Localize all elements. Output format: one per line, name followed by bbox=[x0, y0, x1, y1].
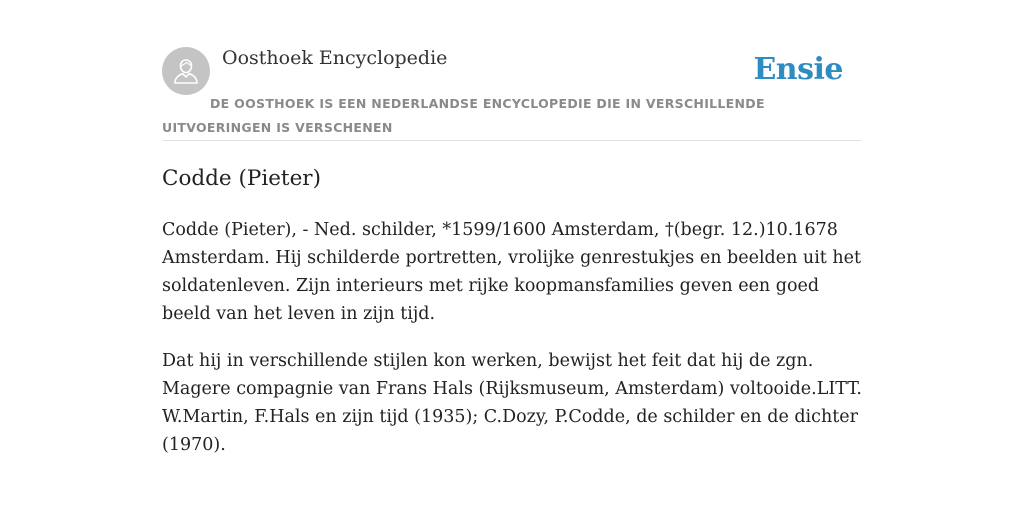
site-name[interactable]: Oosthoek Encyclopedie bbox=[222, 47, 448, 69]
ensie-logo[interactable]: Ensie bbox=[753, 52, 843, 87]
site-header bbox=[162, 46, 862, 141]
article-paragraph: Codde (Pieter), - Ned. schilder, *1599/1600 Amsterdam, †(begr. 12.)10.1678 Amsterdam. Hij schilderde portretten, vrolijke genrestukjes en beelden uit het soldatenleven. Zijn interieurs met rijke koopmansfamilies geven een goed beeld van het leven in zijn tijd. bbox=[162, 220, 862, 324]
person-silhouette-icon bbox=[171, 56, 201, 86]
article bbox=[162, 163, 862, 459]
user-avatar-icon[interactable] bbox=[162, 47, 210, 95]
article-title: Codde (Pieter) bbox=[162, 166, 321, 191]
article-paragraph: Dat hij in verschillende stijlen kon werken, bewijst het feit dat hij de zgn. Magere compagnie van Frans Hals (Rijksmuseum, Amsterdam) voltooide.LITT. W.Martin, F.Hals en zijn tijd (1935); C.Dozy, P.Codde, de schilder en de dichter (1970). bbox=[162, 351, 862, 455]
site-tagline: DE OOSTHOEK IS EEN NEDERLANDSE ENCYCLOPEDIE DIE IN VERSCHILLENDE UITVOERINGEN IS VERSCHENEN bbox=[162, 96, 765, 135]
